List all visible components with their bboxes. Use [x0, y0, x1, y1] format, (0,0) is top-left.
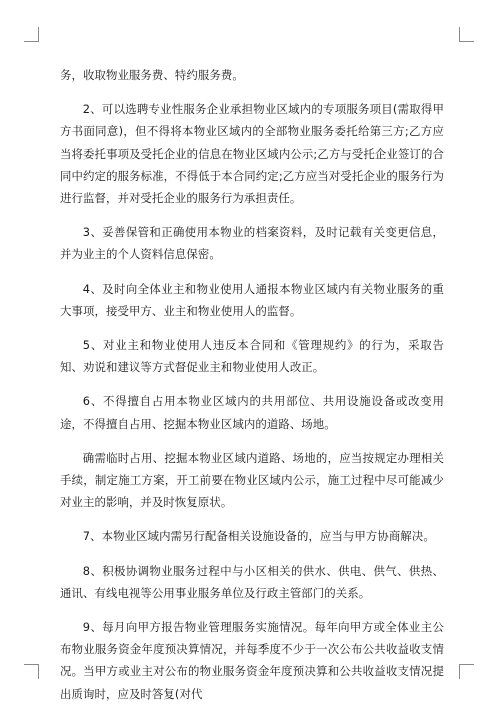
crop-mark-bottom-left-vertical: [38, 664, 39, 679]
paragraph-continuation: 务，收取物业服务费、特约服务费。: [60, 68, 244, 82]
paragraph-item-3: 3、妥善保管和正确使用本物业的档案资料，及时记载有关变更信息，并为业主的个人资料信息保密。: [60, 225, 444, 262]
paragraph-item-7: 7、本物业区域内需另行配备相关设施设备的，应当与甲方协商解决。: [82, 529, 435, 544]
crop-mark-bottom-left-horizontal: [24, 664, 39, 665]
paragraph-item-2: 2、可以选聘专业性服务企业承担物业区域内的专项服务项目(需取得甲方书面同意)，但不得将本物业区域内的全部物业服务委托给第三方;乙方应当将委托事项及受托企业的信息在物业区域内公示;乙方与受托企业签订的合同中约定的服务标准，不得低于本合同约定;乙方应当对受托企业的服务行为进行监督，并对受托企业的服务行为承担责任。: [60, 102, 444, 206]
paragraph-item-9: 9、每月向甲方报告物业管理服务实施情况。每年向甲方或全体业主公布物业服务资金年度预决算情况，并每季度不少于一次公布公共收益收支情况。当甲方或业主对公布的物业服务资金年度预决算和公共收益收支情况提出质询时，应及时答复(对代: [60, 620, 444, 701]
crop-mark-top-left-horizontal: [24, 41, 39, 42]
paragraph-item-4: 4、及时向全体业主和物业使用人通报本物业区域内有关物业服务的重大事项，接受甲方、业主和物业使用人的监督。: [60, 281, 444, 318]
paragraph-item-8: 8、积极协调物业服务过程中与小区相关的供水、供电、供气、供热、通讯、有线电视等公用事业服务单位及行政主管部门的关系。: [60, 563, 444, 600]
crop-mark-top-right-horizontal: [459, 41, 474, 42]
paragraph-item-6: 6、不得擅自占用本物业区域内的共用部位、共用设施设备或改变用途，不得擅自占用、挖掘本物业区域内的道路、场地。: [60, 394, 444, 431]
paragraph-item-5: 5、对业主和物业使用人违反本合同和《管理规约》的行为，采取告知、劝说和建议等方式督促业主和物业使用人改正。: [60, 338, 444, 375]
crop-mark-bottom-right-horizontal: [459, 664, 474, 665]
paragraph-item-6-detail: 确需临时占用、挖掘本物业区域内道路、场地的，应当按规定办理相关手续，制定施工方案，开工前要在物业区域内公示，施工过程中尽可能减少对业主的影响，并及时恢复原状。: [60, 450, 444, 510]
crop-mark-top-right-vertical: [459, 27, 460, 42]
crop-mark-bottom-right-vertical: [459, 664, 460, 679]
document-body: [60, 64, 444, 717]
crop-mark-top-left-vertical: [38, 27, 39, 42]
